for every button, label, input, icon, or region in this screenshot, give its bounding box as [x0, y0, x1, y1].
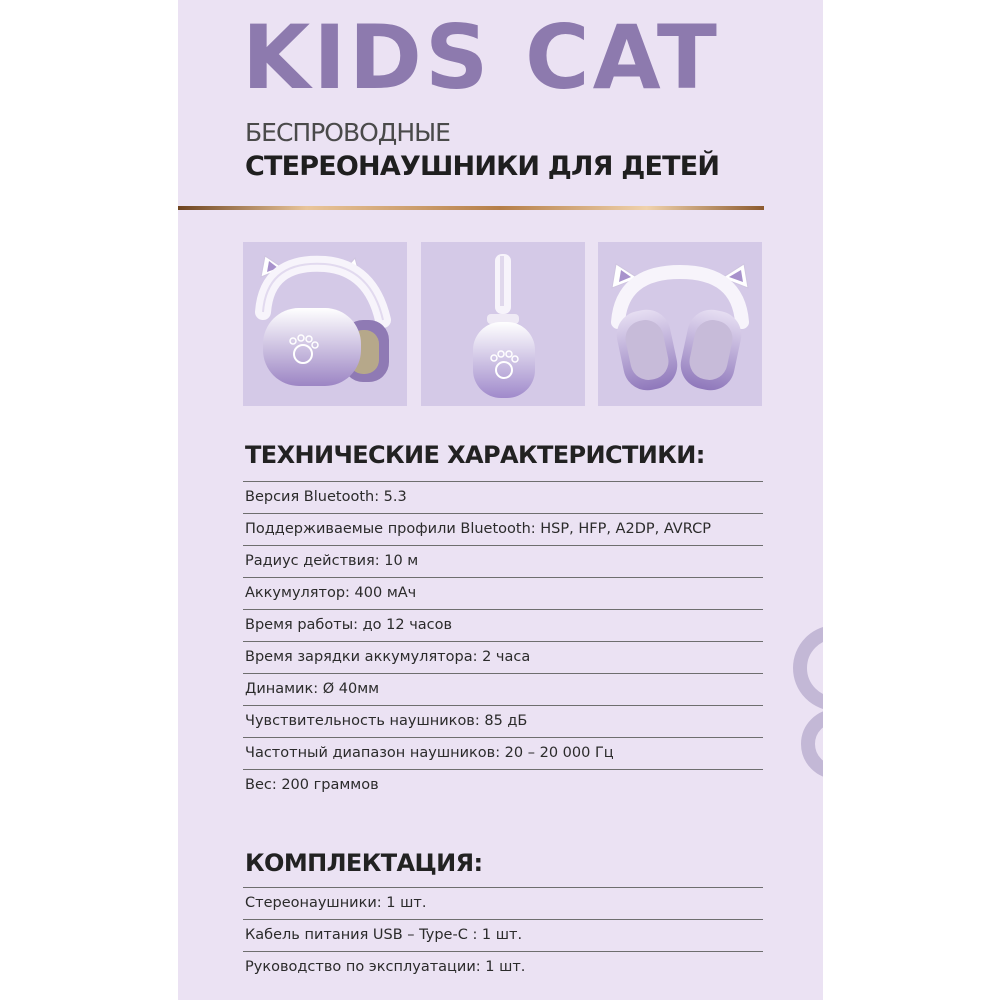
package-row: Стереонаушники: 1 шт.	[243, 887, 763, 919]
gold-divider	[178, 206, 764, 210]
photo-headphones-side	[243, 242, 407, 406]
package-list	[243, 887, 763, 983]
specs-title: ТЕХНИЧЕСКИЕ ХАРАКТЕРИСТИКИ:	[245, 441, 705, 469]
headphones-front-icon	[421, 242, 585, 406]
spec-row: Время работы: до 12 часов	[243, 609, 763, 641]
package-title: КОМПЛЕКТАЦИЯ:	[245, 849, 483, 877]
spec-row: Частотный диапазон наушников: 20 – 20 000 Гц	[243, 737, 763, 769]
spec-row: Динамик: Ø 40мм	[243, 673, 763, 705]
headphones-side-icon	[243, 242, 407, 406]
decorative-rings-icon	[788, 620, 823, 780]
spec-row: Аккумулятор: 400 мАч	[243, 577, 763, 609]
brand-title: KIDS CAT	[242, 6, 720, 109]
spec-row: Версия Bluetooth: 5.3	[243, 481, 763, 513]
spec-row: Вес: 200 граммов	[243, 769, 763, 801]
subtitle-line2: СТЕРЕОНАУШНИКИ ДЛЯ ДЕТЕЙ	[245, 151, 720, 182]
subtitle-line1: БЕСПРОВОДНЫЕ	[245, 118, 450, 147]
package-row: Кабель питания USB – Type-C : 1 шт.	[243, 919, 763, 951]
package-row: Руководство по эксплуатации: 1 шт.	[243, 951, 763, 983]
headphones-folded-icon	[598, 242, 762, 406]
photo-headphones-front	[421, 242, 585, 406]
spec-row: Радиус действия: 10 м	[243, 545, 763, 577]
photo-headphones-folded	[598, 242, 762, 406]
spec-row: Чувствительность наушников: 85 дБ	[243, 705, 763, 737]
spec-row: Поддерживаемые профили Bluetooth: HSP, HFP, A2DP, AVRCP	[243, 513, 763, 545]
spec-row: Время зарядки аккумулятора: 2 часа	[243, 641, 763, 673]
specs-list	[243, 481, 763, 801]
